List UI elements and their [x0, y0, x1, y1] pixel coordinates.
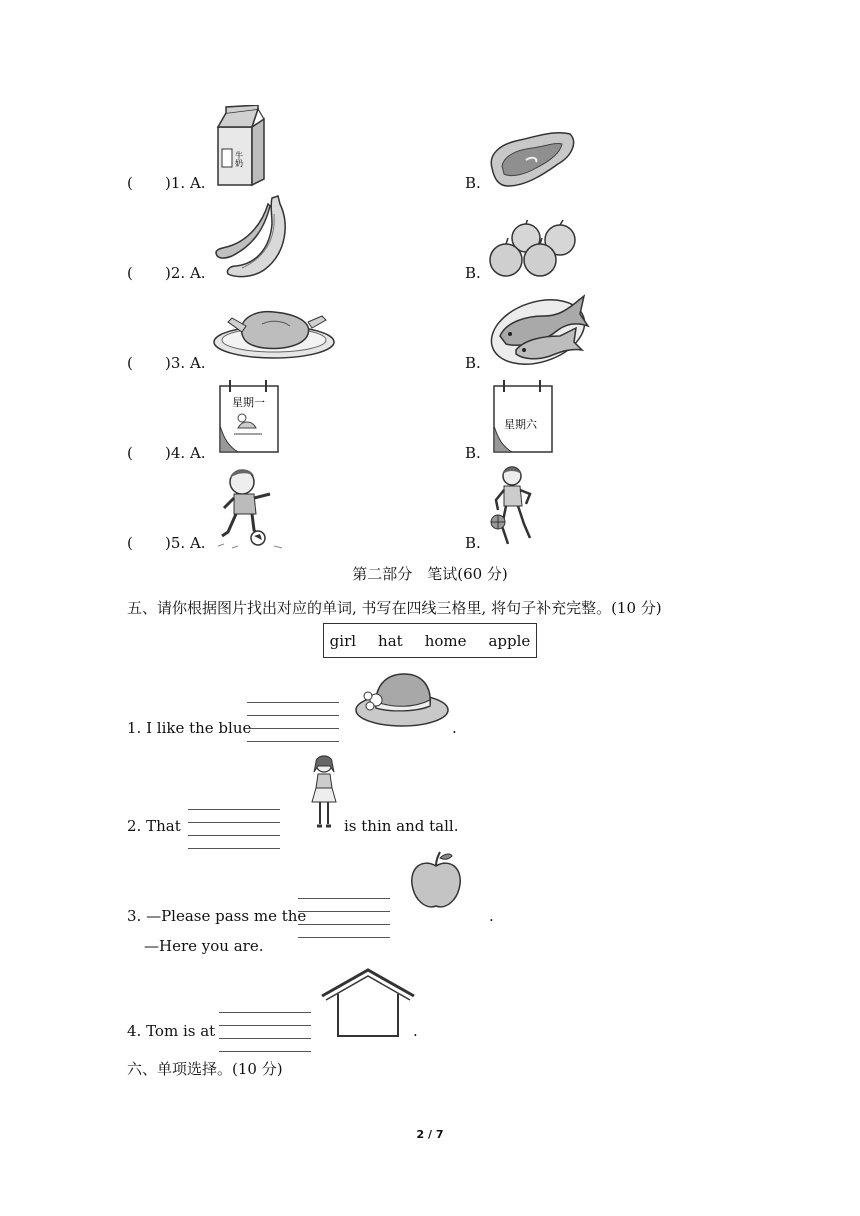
answer-paren-open: (	[127, 354, 133, 372]
part-two-title: 第二部分 笔试(60 分)	[352, 565, 508, 583]
question-number: )3. A.	[165, 354, 206, 372]
section-six-title: 六、单项选择。(10 分)	[127, 1060, 283, 1078]
answer-paren-open: (	[127, 174, 133, 192]
word-bank-item: home	[424, 631, 467, 650]
banana-icon	[212, 194, 292, 280]
option-b-label: B.	[465, 444, 481, 462]
question-number: )1. A.	[165, 174, 206, 192]
boy-basketball-icon	[486, 464, 542, 552]
calendar-day-text: 星期六	[504, 418, 537, 431]
milk-label-text: 牛奶	[234, 151, 244, 167]
answer-paren-open: (	[127, 264, 133, 282]
question-number: )5. A.	[165, 534, 206, 552]
meat-icon	[486, 128, 578, 190]
calendar-day-text: 星期一	[232, 396, 265, 409]
word-bank	[323, 623, 537, 658]
option-b-label: B.	[465, 534, 481, 552]
question-1-end: .	[452, 719, 457, 737]
question-number: )4. A.	[165, 444, 206, 462]
calendar-icon	[490, 378, 556, 454]
writing-lines[interactable]	[298, 898, 390, 950]
girl-icon	[308, 752, 340, 832]
question-4-end: .	[413, 1022, 418, 1040]
apples-icon	[486, 220, 578, 280]
question-1-text: 1. I like the blue	[127, 719, 252, 737]
question-4-text: 4. Tom is at	[127, 1022, 216, 1040]
question-2-end: is thin and tall.	[344, 817, 459, 835]
question-3-end: .	[489, 907, 494, 925]
option-b-label: B.	[465, 354, 481, 372]
question-number: )2. A.	[165, 264, 206, 282]
answer-paren-open: (	[127, 534, 133, 552]
section-five-title: 五、请你根据图片找出对应的单词, 书写在四线三格里, 将句子补充完整。(10 分)	[127, 599, 662, 617]
apple-icon	[408, 850, 464, 912]
writing-lines[interactable]	[219, 1012, 311, 1064]
word-bank-item: hat	[378, 631, 403, 650]
question-3-reply: —Here you are.	[144, 937, 264, 955]
milk-carton-icon	[212, 105, 268, 189]
answer-paren-open: (	[127, 444, 133, 462]
question-2-text: 2. That	[127, 817, 181, 835]
writing-lines[interactable]	[247, 702, 339, 754]
writing-lines[interactable]	[188, 809, 280, 861]
roast-chicken-icon	[212, 304, 336, 360]
question-3-text: 3. —Please pass me the	[127, 907, 307, 925]
option-b-label: B.	[465, 264, 481, 282]
fish-plate-icon	[486, 292, 590, 366]
word-bank-item: apple	[488, 631, 531, 650]
option-b-label: B.	[465, 174, 481, 192]
boy-football-icon	[214, 464, 288, 552]
house-icon	[320, 966, 416, 1042]
page-number: 2 / 7	[416, 1128, 444, 1141]
calendar-icon	[216, 378, 282, 454]
word-bank-item: girl	[329, 631, 357, 650]
hat-icon	[354, 670, 450, 730]
